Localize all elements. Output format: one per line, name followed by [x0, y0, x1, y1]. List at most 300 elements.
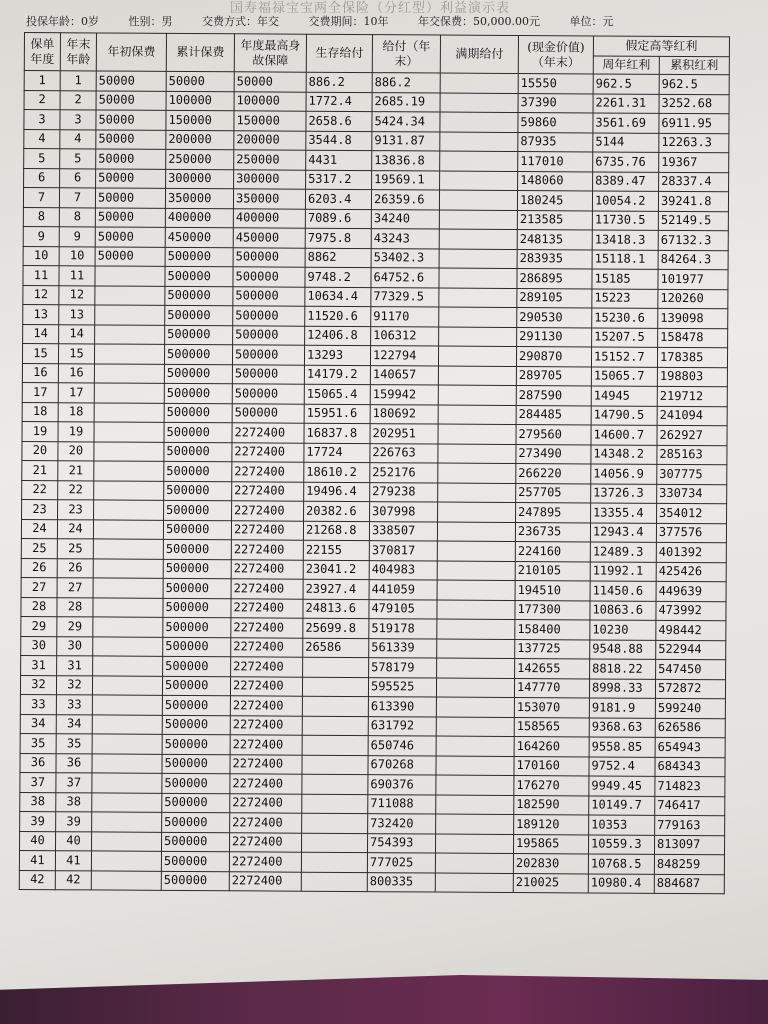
- table-cell: 500000: [163, 637, 231, 657]
- table-cell: 50000: [95, 207, 165, 227]
- table-cell: [439, 288, 517, 308]
- table-cell: 9558.85: [589, 737, 655, 757]
- table-cell: [439, 307, 517, 327]
- table-cell: 17: [22, 382, 58, 402]
- table-cell: 13355.4: [591, 503, 657, 523]
- table-cell: 519178: [369, 619, 437, 639]
- table-cell: 77329.5: [371, 287, 439, 307]
- table-cell: [93, 656, 163, 676]
- table-cell: 684343: [655, 757, 725, 777]
- table-cell: 87935: [518, 132, 593, 152]
- table-cell: 35: [20, 733, 56, 753]
- table-cell: 8818.22: [590, 659, 656, 679]
- table-cell: 578179: [369, 658, 437, 678]
- table-cell: 3: [24, 110, 60, 130]
- table-cell: [94, 363, 164, 383]
- table-cell: 120260: [658, 289, 728, 309]
- table-cell: 140657: [370, 365, 438, 385]
- table-cell: 338507: [369, 521, 437, 541]
- table-cell: 500000: [164, 422, 232, 442]
- table-cell: 450000: [233, 228, 305, 248]
- table-cell: 473992: [656, 601, 726, 621]
- table-cell: 14945: [591, 386, 657, 406]
- table-cell: 286895: [517, 269, 592, 289]
- table-cell: 2: [60, 90, 96, 110]
- table-cell: 500000: [165, 325, 233, 345]
- table-cell: 100000: [234, 91, 306, 111]
- table-cell: 779163: [655, 815, 725, 835]
- table-cell: 164260: [514, 737, 589, 757]
- table-cell: 194510: [515, 581, 590, 601]
- table-cell: 500000: [233, 306, 305, 326]
- table-cell: 117010: [518, 152, 593, 172]
- table-cell: 40: [20, 831, 56, 851]
- table-cell: 500000: [162, 773, 230, 793]
- table-cell: 13836.8: [372, 151, 440, 171]
- table-cell: [95, 324, 165, 344]
- table-cell: 7089.6: [305, 209, 371, 229]
- table-cell: 5: [60, 149, 96, 169]
- table-cell: 500000: [164, 383, 232, 403]
- table-cell: 101977: [658, 269, 728, 289]
- table-cell: [438, 483, 516, 503]
- table-cell: 2272400: [232, 501, 304, 521]
- table-cell: 11992.1: [590, 561, 656, 581]
- table-cell: 30: [57, 636, 93, 656]
- table-cell: 14: [23, 324, 59, 344]
- table-cell: 500000: [162, 793, 230, 813]
- table-cell: 252176: [370, 463, 438, 483]
- table-cell: 12406.8: [305, 326, 371, 346]
- table-cell: 25: [21, 538, 57, 558]
- table-cell: 8862: [305, 248, 371, 268]
- table-cell: 2685.19: [372, 92, 440, 112]
- table-cell: 64752.6: [371, 268, 439, 288]
- table-cell: [93, 539, 163, 559]
- table-cell: 500000: [164, 403, 232, 423]
- table-cell: 289705: [516, 366, 591, 386]
- table-cell: 2272400: [231, 598, 303, 618]
- table-cell: 10768.5: [588, 854, 654, 874]
- table-cell: [440, 151, 518, 171]
- table-cell: 202830: [513, 854, 588, 874]
- table-cell: 50000: [96, 110, 166, 130]
- benefit-illustration-table: [19, 32, 730, 894]
- table-cell: 2272400: [231, 637, 303, 657]
- table-cell: 153070: [514, 698, 589, 718]
- table-cell: 17: [58, 383, 94, 403]
- table-cell: 18: [22, 402, 58, 422]
- table-cell: [436, 736, 514, 756]
- table-cell: 150000: [166, 110, 234, 130]
- table-cell: 350000: [233, 189, 305, 209]
- table-cell: 84264.3: [658, 250, 728, 270]
- table-cell: 38: [20, 792, 56, 812]
- info-unit: 单位：元: [569, 15, 614, 28]
- table-cell: 654943: [655, 737, 725, 757]
- table-cell: 9752.4: [589, 756, 655, 776]
- table-cell: 91170: [371, 307, 439, 327]
- table-cell: 2272400: [230, 715, 302, 735]
- info-payment-period: 交费期间：10年: [308, 15, 389, 28]
- table-cell: [440, 73, 518, 93]
- table-cell: 626586: [655, 718, 725, 738]
- table-cell: 266220: [516, 464, 591, 484]
- table-cell: [439, 190, 517, 210]
- table-cell: 1772.4: [306, 92, 372, 112]
- table-cell: 2272400: [230, 696, 302, 716]
- table-cell: 20: [58, 441, 94, 461]
- table-cell: 613390: [368, 697, 436, 717]
- table-cell: 15065.7: [591, 366, 657, 386]
- table-cell: 500000: [161, 832, 229, 852]
- table-cell: 200000: [166, 130, 234, 150]
- table-cell: 20: [22, 441, 58, 461]
- table-cell: 6: [60, 168, 96, 188]
- table-cell: 2272400: [229, 832, 301, 852]
- table-cell: 38: [56, 792, 92, 812]
- table-cell: 7: [23, 188, 59, 208]
- table-cell: 962.5: [593, 74, 659, 94]
- table-cell: 200000: [234, 130, 306, 150]
- table-cell: [94, 500, 164, 520]
- table-cell: 23: [58, 500, 94, 520]
- table-cell: [93, 519, 163, 539]
- table-cell: 224160: [515, 542, 590, 562]
- table-cell: [302, 716, 368, 736]
- table-cell: 848259: [654, 854, 724, 874]
- table-cell: 262927: [657, 425, 727, 445]
- table-cell: 425426: [656, 562, 726, 582]
- table-cell: 25699.8: [303, 618, 369, 638]
- table-cell: 14: [59, 324, 95, 344]
- table-cell: 289105: [517, 288, 592, 308]
- table-cell: 50000: [95, 188, 165, 208]
- table-cell: 32: [56, 675, 92, 695]
- table-cell: 404983: [369, 560, 437, 580]
- table-cell: [436, 775, 514, 795]
- table-cell: 12489.3: [590, 542, 656, 562]
- table-cell: 500000: [162, 715, 230, 735]
- header-annual-premium: 年初保费: [96, 33, 166, 71]
- table-cell: 3: [60, 110, 96, 130]
- table-cell: 148060: [518, 171, 593, 191]
- table-cell: 177300: [515, 600, 590, 620]
- table-cell: 150000: [234, 111, 306, 131]
- table-cell: 2272400: [230, 676, 302, 696]
- table-cell: 12: [23, 285, 59, 305]
- table-cell: [437, 619, 515, 639]
- table-cell: [439, 249, 517, 269]
- table-cell: 650746: [368, 736, 436, 756]
- table-cell: 2272400: [231, 540, 303, 560]
- table-cell: 561339: [369, 638, 437, 658]
- table-cell: 18: [58, 402, 94, 422]
- header-cumulative-premium: 累计保费: [166, 33, 234, 71]
- table-cell: 500000: [165, 247, 233, 267]
- table-cell: 59860: [518, 113, 593, 133]
- table-cell: 159942: [370, 385, 438, 405]
- table-cell: 10634.4: [305, 287, 371, 307]
- table-cell: 248135: [517, 230, 592, 250]
- table-cell: 31: [21, 655, 57, 675]
- table-cell: 500000: [165, 305, 233, 325]
- table-cell: 500000: [163, 578, 231, 598]
- table-cell: 250000: [234, 150, 306, 170]
- table-cell: 500000: [165, 266, 233, 286]
- table-cell: 2272400: [231, 520, 303, 540]
- table-cell: 22: [58, 480, 94, 500]
- table-cell: [302, 794, 368, 814]
- table-cell: 2272400: [231, 618, 303, 638]
- header-annual-dividend: 周年红利: [593, 56, 659, 74]
- table-cell: [436, 814, 514, 834]
- table-cell: 4: [24, 129, 60, 149]
- info-annual-premium: 年交保费：50,000.00元: [418, 15, 540, 28]
- table-cell: 25: [57, 539, 93, 559]
- table-cell: 711088: [368, 794, 436, 814]
- table-cell: [301, 833, 367, 853]
- table-cell: 50000: [96, 168, 166, 188]
- table-cell: 50000: [96, 71, 166, 91]
- table-cell: 15223: [592, 288, 658, 308]
- table-cell: 15065.4: [304, 384, 370, 404]
- table-cell: 8: [23, 207, 59, 227]
- table-cell: 500000: [233, 325, 305, 345]
- table-cell: 500000: [164, 442, 232, 462]
- table-cell: [436, 756, 514, 776]
- table-cell: 2272400: [231, 559, 303, 579]
- table-cell: 26586: [303, 638, 369, 658]
- table-cell: [437, 600, 515, 620]
- table-cell: 2272400: [232, 423, 304, 443]
- table-cell: 500000: [162, 734, 230, 754]
- table-cell: 180692: [370, 404, 438, 424]
- table-cell: 257705: [516, 483, 591, 503]
- table-cell: 11450.6: [590, 581, 656, 601]
- table-cell: [92, 714, 162, 734]
- table-cell: 500000: [162, 812, 230, 832]
- table-cell: 2272400: [229, 852, 301, 872]
- header-max-death-benefit: 年度最高身故保障: [234, 34, 306, 72]
- table-cell: 13418.3: [592, 230, 658, 250]
- table-cell: [438, 405, 516, 425]
- table-cell: 50000: [96, 149, 166, 169]
- table-cell: 28: [57, 597, 93, 617]
- table-cell: 500000: [233, 247, 305, 267]
- table-cell: 2272400: [232, 442, 304, 462]
- table-cell: 37: [56, 773, 92, 793]
- table-cell: 370817: [369, 541, 437, 561]
- table-cell: 28337.4: [659, 172, 729, 192]
- table-cell: 886.2: [372, 73, 440, 93]
- table-cell: 500000: [161, 871, 229, 891]
- table-cell: 300000: [234, 169, 306, 189]
- table-cell: 9181.9: [589, 698, 655, 718]
- table-cell: 2272400: [230, 754, 302, 774]
- table-cell: 7: [59, 188, 95, 208]
- table-cell: 500000: [232, 345, 304, 365]
- table-cell: [91, 851, 161, 871]
- table-cell: 714823: [655, 776, 725, 796]
- table-cell: 441059: [369, 580, 437, 600]
- table-cell: 21: [22, 460, 58, 480]
- table-cell: 43243: [371, 229, 439, 249]
- table-cell: 2272400: [229, 871, 301, 891]
- table-cell: [92, 792, 162, 812]
- table-cell: 9368.63: [589, 717, 655, 737]
- table-cell: 10: [59, 246, 95, 266]
- table-cell: 50000: [166, 71, 234, 91]
- table-cell: [437, 522, 515, 542]
- table-cell: 178385: [657, 347, 727, 367]
- header-policy-year: 保单年度: [24, 33, 60, 71]
- table-cell: 8998.33: [589, 678, 655, 698]
- table-cell: 19496.4: [304, 482, 370, 502]
- table-cell: 35: [56, 734, 92, 754]
- table-cell: 12943.4: [590, 522, 656, 542]
- table-cell: 10353: [589, 815, 655, 835]
- table-cell: 18610.2: [304, 462, 370, 482]
- table-cell: 500000: [161, 851, 229, 871]
- table-cell: 9131.87: [372, 131, 440, 151]
- table-cell: 14790.5: [591, 405, 657, 425]
- table-cell: [94, 480, 164, 500]
- table-cell: 158400: [515, 620, 590, 640]
- table-cell: [436, 697, 514, 717]
- table-cell: [438, 424, 516, 444]
- header-payout-year-end: 给付（年末）: [372, 35, 440, 73]
- table-cell: 19: [22, 421, 58, 441]
- table-cell: [301, 852, 367, 872]
- table-cell: 599240: [655, 698, 725, 718]
- table-cell: [95, 285, 165, 305]
- table-cell: [437, 639, 515, 659]
- table-cell: 2272400: [230, 793, 302, 813]
- table-cell: 377576: [656, 523, 726, 543]
- table-cell: [437, 658, 515, 678]
- table-cell: 15: [58, 344, 94, 364]
- table-cell: 10980.4: [588, 873, 654, 893]
- table-cell: [94, 344, 164, 364]
- table-cell: 11730.5: [592, 210, 658, 230]
- table-cell: 17724: [304, 443, 370, 463]
- table-cell: 9949.45: [589, 776, 655, 796]
- table-cell: [439, 327, 517, 347]
- table-cell: 5317.2: [306, 170, 372, 190]
- table-cell: 10149.7: [589, 795, 655, 815]
- table-cell: 279560: [516, 425, 591, 445]
- table-cell: 500000: [164, 364, 232, 384]
- table-cell: 158478: [658, 328, 728, 348]
- table-cell: 547450: [656, 659, 726, 679]
- table-cell: 9: [59, 227, 95, 247]
- table-cell: 16: [22, 363, 58, 383]
- table-cell: 15550: [518, 74, 593, 94]
- table-cell: 500000: [163, 520, 231, 540]
- table-cell: 690376: [368, 775, 436, 795]
- table-cell: 13: [59, 305, 95, 325]
- table-cell: 39: [20, 811, 56, 831]
- table-cell: 10863.6: [590, 600, 656, 620]
- table-cell: [91, 831, 161, 851]
- table-cell: 11: [59, 266, 95, 286]
- table-cell: 500000: [164, 500, 232, 520]
- table-cell: 307998: [370, 502, 438, 522]
- table-cell: 3561.69: [593, 113, 659, 133]
- header-age-end: 年末年龄: [60, 33, 96, 71]
- table-cell: 24: [21, 519, 57, 539]
- table-cell: [436, 717, 514, 737]
- table-cell: 5: [24, 149, 60, 169]
- table-cell: 36: [20, 753, 56, 773]
- table-cell: 500000: [163, 559, 231, 579]
- table-cell: [95, 305, 165, 325]
- table-cell: [435, 853, 513, 873]
- table-cell: [92, 773, 162, 793]
- table-cell: 15230.6: [592, 308, 658, 328]
- table-cell: [440, 171, 518, 191]
- table-cell: [439, 268, 517, 288]
- table-cell: 19: [58, 422, 94, 442]
- table-cell: 15951.6: [304, 404, 370, 424]
- table-cell: 10559.3: [588, 834, 654, 854]
- info-insured-age: 投保年龄：0岁: [26, 15, 99, 28]
- table-cell: 754393: [367, 833, 435, 853]
- table-cell: 14179.2: [304, 365, 370, 385]
- document-title: 国寿福禄宝宝两全保险（分红型）利益演示表: [230, 1, 511, 16]
- table-cell: [436, 678, 514, 698]
- table-cell: 10230: [590, 620, 656, 640]
- table-cell: [302, 774, 368, 794]
- table-cell: 4: [60, 129, 96, 149]
- table-cell: 732420: [368, 814, 436, 834]
- table-cell: 884687: [654, 874, 724, 894]
- table-cell: [440, 112, 518, 132]
- table-cell: 2261.31: [593, 93, 659, 113]
- table-cell: 9: [23, 226, 59, 246]
- header-high-dividend-group: 假定高等红利: [593, 36, 729, 57]
- table-cell: 500000: [233, 267, 305, 287]
- table-cell: 34240: [371, 209, 439, 229]
- table-cell: 354012: [657, 503, 727, 523]
- table-cell: 34: [20, 714, 56, 734]
- header-cumulative-dividend: 累积红利: [659, 56, 729, 74]
- table-cell: [94, 461, 164, 481]
- table-cell: 33: [56, 695, 92, 715]
- table-cell: [93, 597, 163, 617]
- table-cell: 10: [23, 246, 59, 266]
- table-cell: 50000: [95, 227, 165, 247]
- table-cell: 15185: [592, 269, 658, 289]
- table-cell: 219712: [657, 386, 727, 406]
- table-cell: 813097: [654, 835, 724, 855]
- table-cell: 100000: [166, 91, 234, 111]
- table-cell: 22: [22, 480, 58, 500]
- table-cell: 6735.76: [593, 152, 659, 172]
- table-cell: 307775: [657, 464, 727, 484]
- table-cell: 122794: [370, 346, 438, 366]
- table-cell: 29: [57, 617, 93, 637]
- table-cell: 450000: [165, 227, 233, 247]
- table-cell: 2272400: [230, 774, 302, 794]
- table-cell: 8: [59, 207, 95, 227]
- table-cell: [439, 210, 517, 230]
- table-cell: 41: [55, 851, 91, 871]
- table-cell: [93, 636, 163, 656]
- table-cell: 2272400: [232, 462, 304, 482]
- table-cell: 50000: [96, 90, 166, 110]
